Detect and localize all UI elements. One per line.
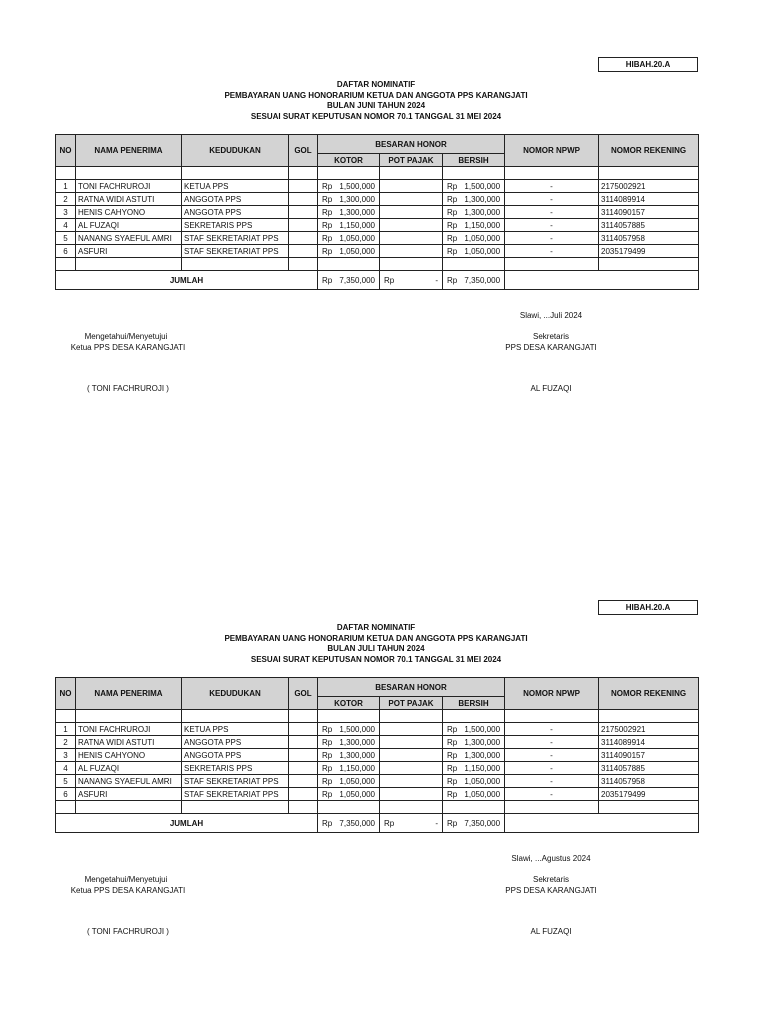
empty-row	[56, 801, 699, 814]
gross-value: 1,050,000	[339, 776, 375, 786]
currency-label: Rp	[322, 818, 333, 828]
col-no: NO	[56, 678, 76, 710]
net-value: 1,050,000	[464, 233, 501, 243]
net-value: 1,500,000	[464, 724, 501, 734]
row-net	[443, 206, 505, 219]
currency-label: Rp	[322, 181, 333, 191]
row-gross	[318, 232, 380, 245]
row-gross	[318, 219, 380, 232]
row-name: AL FUZAQI	[76, 762, 182, 775]
row-position: KETUA PPS	[182, 180, 289, 193]
currency-label: Rp	[322, 737, 333, 747]
row-account: 2035179499	[599, 788, 699, 801]
row-tax	[380, 762, 443, 775]
row-npwp: -	[505, 193, 599, 206]
table-row	[56, 775, 699, 788]
currency-label: Rp	[447, 194, 458, 204]
row-net	[443, 736, 505, 749]
row-net	[443, 245, 505, 258]
document-code: HIBAH.20.A	[598, 600, 698, 615]
net-value: 1,150,000	[464, 763, 501, 773]
row-name: TONI FACHRUROJI	[76, 180, 182, 193]
row-npwp: -	[505, 206, 599, 219]
currency-label: Rp	[447, 181, 458, 191]
col-tax: POT PAJAK	[380, 697, 443, 710]
table-row	[56, 762, 699, 775]
row-position: ANGGOTA PPS	[182, 193, 289, 206]
net-value: 1,050,000	[464, 776, 501, 786]
table-row	[56, 193, 699, 206]
row-tax	[380, 206, 443, 219]
net-value: 1,050,000	[464, 789, 501, 799]
row-net	[443, 762, 505, 775]
col-net: BERSIH	[443, 154, 505, 167]
currency-label: Rp	[447, 818, 458, 828]
nominative-table	[55, 677, 699, 833]
row-account: 3114090157	[599, 749, 699, 762]
currency-label: Rp	[384, 818, 395, 828]
row-gross	[318, 788, 380, 801]
gross-value: 1,300,000	[339, 737, 375, 747]
row-no: 4	[56, 762, 76, 775]
row-tax	[380, 788, 443, 801]
total-net	[443, 814, 505, 833]
currency-label: Rp	[322, 246, 333, 256]
currency-label: Rp	[447, 724, 458, 734]
row-position: ANGGOTA PPS	[182, 749, 289, 762]
col-account: NOMOR REKENING	[599, 135, 699, 167]
row-no: 6	[56, 788, 76, 801]
row-gross	[318, 723, 380, 736]
row-account: 3114090157	[599, 206, 699, 219]
currency-label: Rp	[322, 194, 333, 204]
gross-value: 1,300,000	[339, 750, 375, 760]
row-gross	[318, 206, 380, 219]
header-row	[56, 135, 699, 154]
row-net	[443, 749, 505, 762]
total-gross	[318, 271, 380, 290]
col-gol: GOL	[289, 678, 318, 710]
row-gross	[318, 762, 380, 775]
row-gol	[289, 206, 318, 219]
document-subtitle: PEMBAYARAN UANG HONORARIUM KETUA DAN ANGGOTA PPS KARANGJATI	[224, 634, 528, 643]
row-gol	[289, 762, 318, 775]
header-row	[56, 678, 699, 697]
nominative-sheet	[0, 0, 768, 480]
empty-row	[56, 167, 699, 180]
table-row	[56, 736, 699, 749]
row-position: STAF SEKRETARIAT PPS	[182, 232, 289, 245]
row-name: AL FUZAQI	[76, 219, 182, 232]
currency-label: Rp	[447, 233, 458, 243]
net-value: 1,300,000	[464, 194, 501, 204]
row-position: ANGGOTA PPS	[182, 206, 289, 219]
row-net	[443, 723, 505, 736]
row-no: 3	[56, 749, 76, 762]
row-gross	[318, 736, 380, 749]
total-tax-value: -	[435, 275, 438, 285]
currency-label: Rp	[447, 789, 458, 799]
currency-label: Rp	[322, 207, 333, 217]
gross-value: 1,150,000	[339, 220, 375, 230]
row-gross	[318, 193, 380, 206]
row-npwp: -	[505, 180, 599, 193]
col-npwp: NOMOR NPWP	[505, 678, 599, 710]
row-npwp: -	[505, 775, 599, 788]
row-name: RATNA WIDI ASTUTI	[76, 736, 182, 749]
table-row	[56, 749, 699, 762]
total-tax	[380, 814, 443, 833]
row-name: TONI FACHRUROJI	[76, 723, 182, 736]
row-account: 2175002921	[599, 180, 699, 193]
secretary-caption: Sekretaris	[532, 875, 570, 884]
row-account: 3114089914	[599, 193, 699, 206]
col-net: BERSIH	[443, 697, 505, 710]
row-gol	[289, 775, 318, 788]
row-net	[443, 180, 505, 193]
row-tax	[380, 245, 443, 258]
table-row	[56, 180, 699, 193]
row-npwp: -	[505, 723, 599, 736]
gross-value: 1,500,000	[339, 724, 375, 734]
row-account: 3114089914	[599, 736, 699, 749]
empty-row	[56, 710, 699, 723]
document-decree: SESUAI SURAT KEPUTUSAN NOMOR 70.1 TANGGAL 31 MEI 2024	[250, 112, 502, 121]
gross-value: 1,300,000	[339, 194, 375, 204]
currency-label: Rp	[447, 763, 458, 773]
row-tax	[380, 775, 443, 788]
row-account: 3114057958	[599, 232, 699, 245]
place-date: Slawi, ...Agustus 2024	[511, 854, 591, 863]
row-net	[443, 775, 505, 788]
approver-caption: Mengetahui/Menyetujui	[84, 332, 168, 341]
gross-value: 1,050,000	[339, 233, 375, 243]
currency-label: Rp	[322, 789, 333, 799]
currency-label: Rp	[447, 750, 458, 760]
row-position: KETUA PPS	[182, 723, 289, 736]
gross-value: 1,050,000	[339, 789, 375, 799]
row-npwp: -	[505, 749, 599, 762]
approver-name: ( TONI FACHRUROJI )	[87, 384, 169, 393]
document-subtitle: PEMBAYARAN UANG HONORARIUM KETUA DAN ANGGOTA PPS KARANGJATI	[224, 91, 528, 100]
row-tax	[380, 193, 443, 206]
row-gol	[289, 736, 318, 749]
currency-label: Rp	[322, 220, 333, 230]
row-net	[443, 219, 505, 232]
col-position: KEDUDUKAN	[182, 678, 289, 710]
approver-title: Ketua PPS DESA KARANGJATI	[70, 886, 186, 895]
total-empty	[599, 814, 699, 833]
secretary-title: PPS DESA KARANGJATI	[505, 343, 597, 352]
document-code: HIBAH.20.A	[598, 57, 698, 72]
row-gol	[289, 749, 318, 762]
row-gol	[289, 723, 318, 736]
row-tax	[380, 736, 443, 749]
gross-value: 1,050,000	[339, 246, 375, 256]
row-tax	[380, 180, 443, 193]
document-title: DAFTAR NOMINATIF	[336, 623, 416, 632]
row-no: 6	[56, 245, 76, 258]
secretary-name: AL FUZAQI	[530, 384, 572, 393]
row-name: ASFURI	[76, 245, 182, 258]
empty-row	[56, 258, 699, 271]
row-position: STAF SEKRETARIAT PPS	[182, 245, 289, 258]
col-account: NOMOR REKENING	[599, 678, 699, 710]
row-gross	[318, 749, 380, 762]
row-account: 3114057885	[599, 219, 699, 232]
total-empty	[505, 271, 599, 290]
secretary-name: AL FUZAQI	[530, 927, 572, 936]
table-row	[56, 206, 699, 219]
col-tax: POT PAJAK	[380, 154, 443, 167]
row-account: 2175002921	[599, 723, 699, 736]
row-npwp: -	[505, 736, 599, 749]
total-empty	[599, 271, 699, 290]
currency-label: Rp	[322, 763, 333, 773]
total-row	[56, 814, 699, 833]
row-no: 5	[56, 232, 76, 245]
net-value: 1,050,000	[464, 246, 501, 256]
gross-value: 1,300,000	[339, 207, 375, 217]
col-name: NAMA PENERIMA	[76, 678, 182, 710]
table-row	[56, 232, 699, 245]
row-no: 1	[56, 180, 76, 193]
table-row	[56, 245, 699, 258]
row-name: NANANG SYAEFUL AMRI	[76, 232, 182, 245]
col-npwp: NOMOR NPWP	[505, 135, 599, 167]
table-row	[56, 219, 699, 232]
total-label: JUMLAH	[56, 814, 318, 833]
total-tax	[380, 271, 443, 290]
total-label: JUMLAH	[56, 271, 318, 290]
row-no: 2	[56, 193, 76, 206]
total-gross	[318, 814, 380, 833]
net-value: 1,500,000	[464, 181, 501, 191]
row-gol	[289, 180, 318, 193]
net-value: 1,150,000	[464, 220, 501, 230]
row-gol	[289, 232, 318, 245]
row-position: STAF SEKRETARIAT PPS	[182, 788, 289, 801]
row-gol	[289, 788, 318, 801]
col-no: NO	[56, 135, 76, 167]
row-name: HENIS CAHYONO	[76, 206, 182, 219]
total-gross-value: 7,350,000	[339, 275, 375, 285]
col-position: KEDUDUKAN	[182, 135, 289, 167]
row-account: 2035179499	[599, 245, 699, 258]
col-honor: BESARAN HONOR	[318, 135, 505, 154]
currency-label: Rp	[447, 275, 458, 285]
row-net	[443, 788, 505, 801]
col-honor: BESARAN HONOR	[318, 678, 505, 697]
row-name: ASFURI	[76, 788, 182, 801]
secretary-caption: Sekretaris	[532, 332, 570, 341]
col-gross: KOTOR	[318, 697, 380, 710]
total-tax-value: -	[435, 818, 438, 828]
document-period: BULAN JULI TAHUN 2024	[327, 644, 425, 653]
total-net	[443, 271, 505, 290]
currency-label: Rp	[447, 220, 458, 230]
net-value: 1,300,000	[464, 750, 501, 760]
row-gross	[318, 245, 380, 258]
place-date: Slawi, ...Juli 2024	[519, 311, 583, 320]
col-name: NAMA PENERIMA	[76, 135, 182, 167]
document-title: DAFTAR NOMINATIF	[336, 80, 416, 89]
nominative-table	[55, 134, 699, 290]
row-position: SEKRETARIS PPS	[182, 219, 289, 232]
total-row	[56, 271, 699, 290]
total-net-value: 7,350,000	[464, 275, 501, 285]
row-npwp: -	[505, 788, 599, 801]
row-no: 4	[56, 219, 76, 232]
gross-value: 1,500,000	[339, 181, 375, 191]
currency-label: Rp	[322, 776, 333, 786]
row-name: RATNA WIDI ASTUTI	[76, 193, 182, 206]
row-name: HENIS CAHYONO	[76, 749, 182, 762]
row-tax	[380, 219, 443, 232]
currency-label: Rp	[322, 724, 333, 734]
row-npwp: -	[505, 245, 599, 258]
net-value: 1,300,000	[464, 737, 501, 747]
approver-name: ( TONI FACHRUROJI )	[87, 927, 169, 936]
currency-label: Rp	[384, 275, 395, 285]
row-name: NANANG SYAEFUL AMRI	[76, 775, 182, 788]
col-gross: KOTOR	[318, 154, 380, 167]
row-tax	[380, 232, 443, 245]
row-gross	[318, 180, 380, 193]
gross-value: 1,150,000	[339, 763, 375, 773]
row-no: 2	[56, 736, 76, 749]
row-account: 3114057958	[599, 775, 699, 788]
row-gol	[289, 193, 318, 206]
col-gol: GOL	[289, 135, 318, 167]
nominative-sheet	[0, 543, 768, 1023]
row-position: SEKRETARIS PPS	[182, 762, 289, 775]
currency-label: Rp	[447, 776, 458, 786]
total-net-value: 7,350,000	[464, 818, 501, 828]
row-gol	[289, 245, 318, 258]
row-position: STAF SEKRETARIAT PPS	[182, 775, 289, 788]
row-npwp: -	[505, 219, 599, 232]
document-period: BULAN JUNI TAHUN 2024	[326, 101, 426, 110]
row-gross	[318, 775, 380, 788]
row-npwp: -	[505, 762, 599, 775]
row-npwp: -	[505, 232, 599, 245]
row-account: 3114057885	[599, 762, 699, 775]
row-gol	[289, 219, 318, 232]
row-net	[443, 193, 505, 206]
currency-label: Rp	[322, 750, 333, 760]
approver-caption: Mengetahui/Menyetujui	[84, 875, 168, 884]
total-gross-value: 7,350,000	[339, 818, 375, 828]
total-empty	[505, 814, 599, 833]
currency-label: Rp	[322, 275, 333, 285]
secretary-title: PPS DESA KARANGJATI	[505, 886, 597, 895]
row-tax	[380, 749, 443, 762]
document-decree: SESUAI SURAT KEPUTUSAN NOMOR 70.1 TANGGAL 31 MEI 2024	[250, 655, 502, 664]
net-value: 1,300,000	[464, 207, 501, 217]
currency-label: Rp	[447, 737, 458, 747]
table-row	[56, 788, 699, 801]
row-no: 1	[56, 723, 76, 736]
currency-label: Rp	[447, 246, 458, 256]
currency-label: Rp	[322, 233, 333, 243]
row-no: 3	[56, 206, 76, 219]
table-row	[56, 723, 699, 736]
row-net	[443, 232, 505, 245]
approver-title: Ketua PPS DESA KARANGJATI	[70, 343, 186, 352]
currency-label: Rp	[447, 207, 458, 217]
row-tax	[380, 723, 443, 736]
row-position: ANGGOTA PPS	[182, 736, 289, 749]
row-no: 5	[56, 775, 76, 788]
